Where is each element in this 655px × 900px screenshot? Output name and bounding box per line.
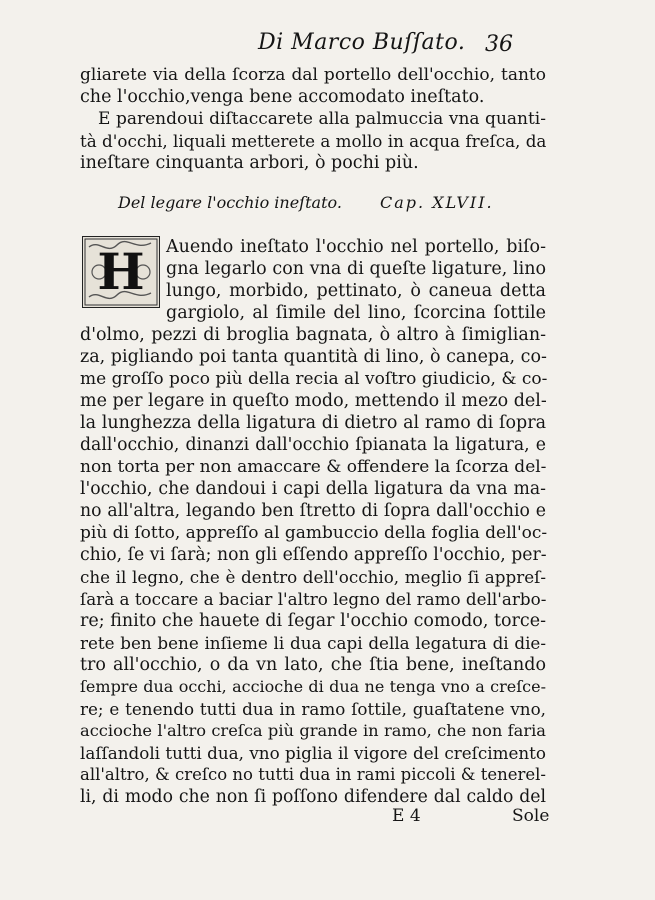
initial-letter: H	[97, 242, 145, 301]
text-line: l'occhio, che dandoui i capi della ligatura da vna ma-	[80, 479, 546, 499]
text-line: E parendoui diſtaccarete alla palmuccia vna quanti-	[98, 109, 546, 129]
text-line: Auendo ineſtato l'occhio nel portello, biſo-	[166, 237, 546, 257]
text-line: ineſtare cinquanta arbori, ò pochi più.	[80, 153, 419, 173]
text-line: gliarete via della ſcorza dal portello dell'occhio, tanto	[80, 65, 546, 85]
text-line: lungo, morbido, pettinato, ò caneua detta	[166, 281, 546, 301]
text-line: re; finito che hauete di ſegar l'occhio comodo, torce-	[80, 611, 546, 631]
text-line: tà d'occhi, liquali metterete a mollo in acqua freſca, da	[80, 131, 547, 151]
text-line: che il legno, che è dentro dell'occhio, meglio ſi appreſ-	[80, 567, 546, 587]
text-line: accioche l'altro creſca più grande in ramo, che non faria	[80, 721, 546, 740]
text-line: ſarà a toccare a baciar l'altro legno del ramo dell'arbo-	[80, 589, 547, 609]
text-line: re; e tenendo tutti dua in ramo ſottile, guaſtatene vno,	[80, 699, 546, 719]
text-line: me per legare in queſto modo, mettendo il mezo del-	[80, 391, 547, 411]
text-line: no all'altra, legando ben ſtretto di ſopra dall'occhio e	[80, 501, 546, 521]
running-head: Di Marco Buſſato.	[258, 30, 466, 55]
text-line: tro all'occhio, o da vn lato, che ſtia bene, ineſtando	[80, 655, 546, 675]
text-line: chio, ſe vi ſarà; non gli eſſendo appreſſo l'occhio, per-	[80, 545, 547, 565]
text-line: gna legarlo con vna di queſte ligature, lino	[166, 259, 546, 279]
text-line: za, pigliando poi tanta quantità di lino, ò canepa, co-	[80, 347, 547, 367]
chapter-title: Del legare l'occhio ineſtato.	[118, 193, 342, 212]
text-line: dall'occhio, dinanzi dall'occhio ſpianata la ligatura, e	[80, 435, 546, 455]
text-line: all'altro, & creſco no tutti dua in rami piccoli & tenerel-	[80, 765, 546, 784]
text-line: li, di modo che non ſi poſſono difendere dal caldo del	[80, 787, 546, 807]
text-line: non torta per non amaccare & offendere la ſcorza del-	[80, 457, 547, 477]
chapter-number: Cap. XLVII.	[380, 193, 494, 212]
text-line: rete ben bene inſieme li dua capi della legatura di die-	[80, 633, 546, 653]
text-line: più di ſotto, appreſſo al gambuccio della foglia dell'oc-	[80, 523, 548, 543]
text-line: gargiolo, al ſimile del lino, ſcorcina ſottile	[166, 303, 546, 323]
text-line: d'olmo, pezzi di broglia bagnata, ò altro à ſimiglian-	[80, 325, 546, 345]
text-line: la lunghezza della ligatura di dietro al ramo di ſopra	[80, 413, 546, 433]
text-line: laſſandoli tutti dua, vno piglia il vigore del creſcimento	[80, 743, 546, 763]
page-number: 36	[485, 32, 513, 57]
signature-mark: E 4	[392, 806, 421, 826]
catchword: Sole	[512, 806, 550, 826]
text-line: ſempre dua occhi, accioche di dua ne tenga vno a creſce-	[80, 677, 546, 696]
decorated-initial	[82, 236, 160, 308]
text-line: me groſſo poco più della recia al voſtro giudicio, & co-	[80, 369, 548, 389]
text-line: che l'occhio,venga bene accomodato ineſtato.	[80, 87, 485, 107]
decorated-initial-ornament	[83, 237, 159, 307]
